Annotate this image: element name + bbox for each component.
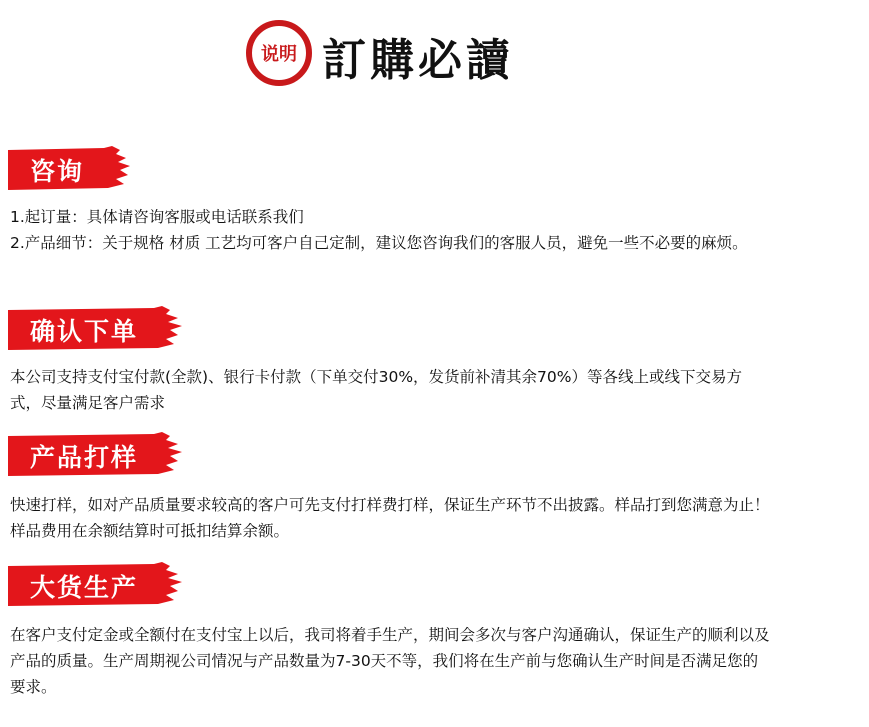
section-heading: 确认下单 (30, 317, 139, 346)
section-body (10, 204, 770, 256)
section-heading: 大货生产 (30, 573, 139, 602)
section-banner (8, 144, 128, 190)
body-line: 在客户支付定金或全额付在支付宝上以后，我司将着手生产，期间会多次与客户沟通确认，保证生产的顺利以及产品的质量。生产周期视公司情况与产品数量为7-30天不等，我们将在生产前与您确认生产时间是否满足您的要求。 (10, 626, 770, 696)
body-line: 2.产品细节：关于规格 材质 工艺均可客户自己定制，建议您咨询我们的客服人员，避免一些不必要的麻烦。 (10, 234, 748, 252)
section-heading: 产品打样 (30, 443, 139, 472)
section-banner (8, 304, 178, 350)
section-banner (8, 430, 178, 476)
page-header (246, 16, 546, 88)
seal-stamp-icon (246, 20, 312, 86)
body-line: 1.起订量：具体请咨询客服或电话联系我们 (10, 208, 304, 226)
body-line: 本公司支持支付宝付款(全款)、银行卡付款（下单交付30%，发货前补清其余70%）等各线上或线下交易方式，尽量满足客户需求 (10, 368, 742, 412)
section-heading: 咨询 (30, 157, 85, 186)
body-line: 快速打样，如对产品质量要求较高的客户可先支付打样费打样，保证生产环节不出披露。样品打到您满意为止！样品费用在余额结算时可抵扣结算余额。 (10, 496, 770, 540)
seal-text: 说明 (261, 44, 297, 65)
section-banner (8, 560, 178, 606)
page-title: 訂購必讀 (322, 35, 514, 86)
section-body (10, 492, 770, 544)
section-body (10, 622, 770, 700)
section-body (10, 364, 770, 416)
